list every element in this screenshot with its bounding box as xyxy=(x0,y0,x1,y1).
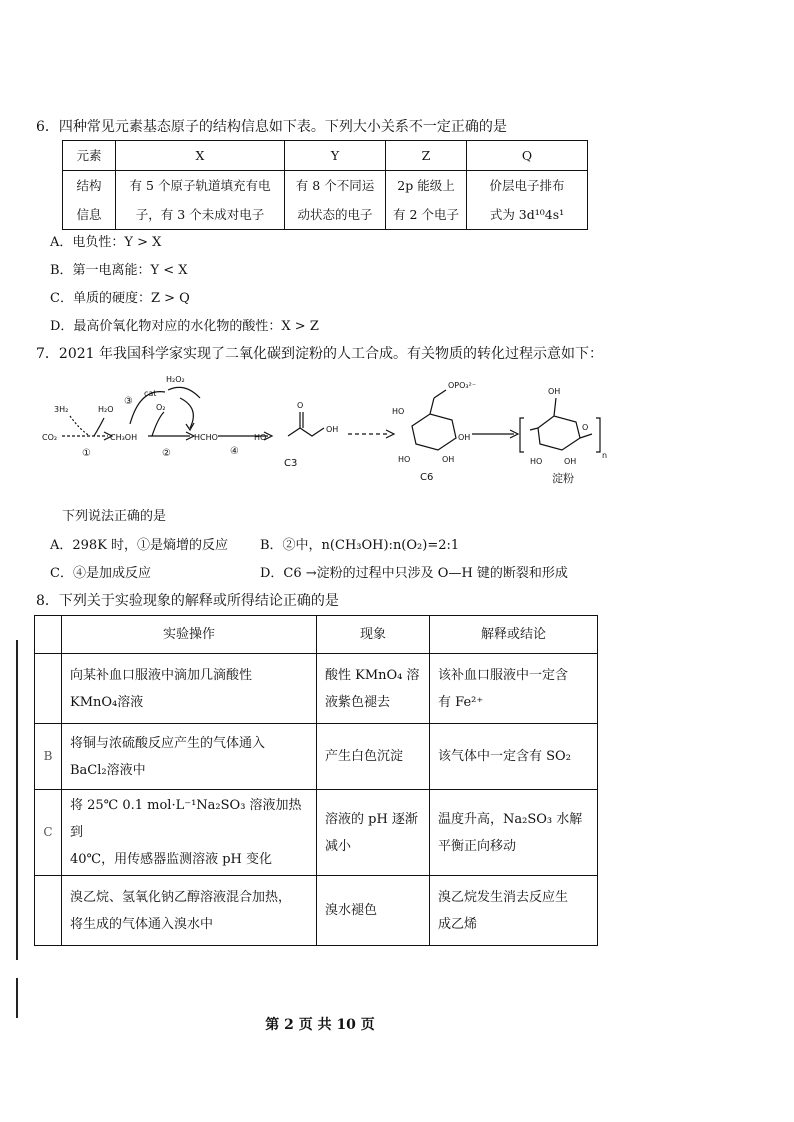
margin-mark xyxy=(16,640,18,960)
table-cell: 将 25℃ 0.1 mol·L⁻¹Na₂SO₃ 溶液加热到 40℃，用传感器监测溶液 pH 变化 xyxy=(62,790,317,876)
table-header-cell: X xyxy=(116,141,285,171)
q7-prompt: 下列说法正确的是 xyxy=(62,509,167,524)
table-cell: 有 5 个原子轨道填充有电 子，有 3 个未成对电子 xyxy=(116,171,285,230)
q6-option-a: A．电负性：Y > X xyxy=(50,235,162,250)
label-o2: O₂ xyxy=(156,403,166,412)
q8-table-row xyxy=(35,654,598,724)
svg-text:O: O xyxy=(582,423,589,432)
label-ch3oh: CH₃OH xyxy=(110,433,138,442)
table-cell: 溴乙烷、氢氧化钠乙醇溶液混合加热， 将生成的气体通入溴水中 xyxy=(62,876,317,946)
label-h2o: H₂O xyxy=(98,405,114,414)
q7-stem: 7．2021 年我国科学家实现了二氧化碳到淀粉的人工合成。有关物质的转化过程示意如下： xyxy=(36,346,603,362)
step-1-label: ① xyxy=(82,448,91,459)
table-cell: 结构 信息 xyxy=(63,171,116,230)
margin-mark xyxy=(16,978,18,1018)
table-header-cell: Q xyxy=(467,141,588,171)
q6-option-d: D．最高价氧化物对应的水化物的酸性：X > Z xyxy=(50,319,319,334)
table-cell: 溴乙烷发生消去反应生 成乙烯 xyxy=(430,876,598,946)
label-h2o2: H₂O₂ xyxy=(166,375,185,384)
table-cell: 2p 能级上 有 2 个电子 xyxy=(386,171,467,230)
q6-table xyxy=(62,140,588,230)
step-2-label: ② xyxy=(162,448,171,459)
row-label xyxy=(35,654,62,724)
label-cat: cat xyxy=(144,389,157,398)
table-header-cell xyxy=(35,616,62,654)
table-header-cell: 实验操作 xyxy=(62,616,317,654)
svg-text:O: O xyxy=(297,401,304,410)
svg-text:HO: HO xyxy=(398,455,411,464)
q6-table-header xyxy=(63,141,588,171)
q6-stem: 6．四种常见元素基态原子的结构信息如下表。下列大小关系不一定正确的是 xyxy=(36,119,507,135)
table-cell: 价层电子排布 式为 3d¹⁰4s¹ xyxy=(467,171,588,230)
table-cell: 该气体中一定含有 SO₂ xyxy=(430,724,598,790)
row-label xyxy=(35,876,62,946)
q8-table xyxy=(34,615,598,946)
row-label: B xyxy=(35,724,62,790)
table-cell: 溶液的 pH 逐渐 减小 xyxy=(317,790,430,876)
q7-option-c: C．④是加成反应 xyxy=(50,566,151,581)
svg-text:OH: OH xyxy=(564,457,577,466)
page-footer: 第 2 页 共 10 页 xyxy=(265,1017,375,1033)
label-co2: CO₂ xyxy=(42,433,58,442)
svg-text:OH: OH xyxy=(458,433,471,442)
table-cell: 溴水褪色 xyxy=(317,876,430,946)
label-c6: C6 xyxy=(420,472,434,483)
table-header-cell: 解释或结论 xyxy=(430,616,598,654)
q8-table-row xyxy=(35,724,598,790)
co2-to-starch-diagram xyxy=(40,368,610,488)
q7-option-d: D．C6 →淀粉的过程中只涉及 O—H 键的断裂和形成 xyxy=(260,566,568,581)
table-cell: 产生白色沉淀 xyxy=(317,724,430,790)
step-3-label: ③ xyxy=(124,396,133,407)
svg-text:HO: HO xyxy=(392,407,405,416)
table-cell: 向某补血口服液中滴加几滴酸性 KMnO₄溶液 xyxy=(62,654,317,724)
svg-text:OH: OH xyxy=(548,387,561,396)
q8-stem: 8．下列关于实验现象的解释或所得结论正确的是 xyxy=(36,593,339,609)
label-c3: C3 xyxy=(284,458,298,469)
label-n: n xyxy=(602,451,608,460)
table-cell: 有 8 个不同运 动状态的电子 xyxy=(285,171,386,230)
step-4-label: ④ xyxy=(230,446,239,457)
q7-option-b: B．②中，n(CH₃OH):n(O₂)=2:1 xyxy=(260,538,460,553)
row-label: C xyxy=(35,790,62,876)
svg-text:OH: OH xyxy=(326,425,339,434)
q6-table-row xyxy=(63,171,588,230)
table-header-cell: 现象 xyxy=(317,616,430,654)
table-cell: 该补血口服液中一定含 有 Fe²⁺ xyxy=(430,654,598,724)
label-hcho: HCHO xyxy=(194,433,218,442)
label-starch: 淀粉 xyxy=(552,472,574,485)
table-cell: 酸性 KMnO₄ 溶 液紫色褪去 xyxy=(317,654,430,724)
q8-table-row xyxy=(35,876,598,946)
q8-table-row xyxy=(35,790,598,876)
q7-option-a: A．298K 时，①是熵增的反应 xyxy=(50,538,229,553)
table-header-cell: 元素 xyxy=(63,141,116,171)
q6-option-b: B．第一电离能：Y < X xyxy=(50,263,188,278)
q6-option-c: C．单质的硬度：Z > Q xyxy=(50,291,190,306)
table-header-cell: Z xyxy=(386,141,467,171)
svg-text:HO: HO xyxy=(530,457,543,466)
label-opo3: OPO₃²⁻ xyxy=(448,381,477,390)
table-header-cell: Y xyxy=(285,141,386,171)
table-cell: 将铜与浓硫酸反应产生的气体通入 BaCl₂溶液中 xyxy=(62,724,317,790)
label-3h2: 3H₂ xyxy=(54,405,69,414)
svg-text:HO: HO xyxy=(254,433,267,442)
q8-table-header xyxy=(35,616,598,654)
svg-text:OH: OH xyxy=(442,455,455,464)
table-cell: 温度升高，Na₂SO₃ 水解 平衡正向移动 xyxy=(430,790,598,876)
